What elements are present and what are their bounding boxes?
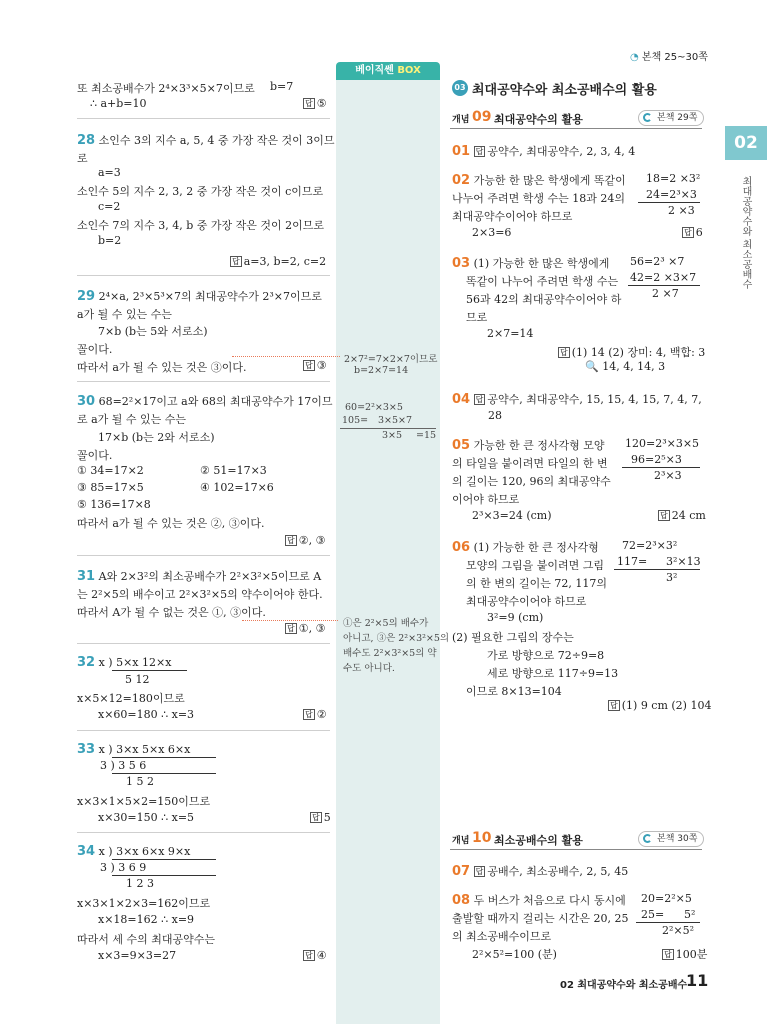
q08-calc: 20=2²×5	[641, 892, 692, 905]
q02-calc: 2 ×3	[668, 204, 695, 217]
q06-line: 최대공약수이어야 하므로	[466, 595, 587, 608]
sidebar-note-2e: =15	[416, 430, 437, 441]
q02-line: 최대공약수이어야 하므로	[452, 210, 573, 223]
q05-calc: 96=2⁵×3	[631, 453, 682, 466]
q03-calc: 42=2 ×3×7	[630, 271, 697, 284]
division-bar	[112, 875, 216, 876]
q34-line: x×3=9×3=27	[98, 949, 177, 962]
q08-line: 2²×5²=100 (분)	[472, 948, 557, 961]
q08-calc: 5²	[684, 908, 696, 921]
q06-line: 모양의 그림을 붙이려면 그림	[466, 559, 605, 572]
divider	[77, 118, 330, 119]
question-31: 31 A와 2×3²의 최소공배수가 2²×3²×5이므로 A	[77, 569, 322, 584]
q03-line: 56과 42의 최대공약수이어야 하	[466, 293, 622, 306]
q30-line: 17×b (b는 2와 서로소)	[98, 431, 215, 444]
intro-line: 또 최소공배수가 2⁴×3³×5×7이므로	[77, 82, 255, 95]
q08-calc: 25=	[641, 908, 665, 921]
q03-line: 똑같이 나누어 주려면 학생 수는	[466, 275, 619, 288]
concept-ref-badge: 본책 30쪽	[638, 831, 704, 847]
sidebar-tab-box-label: BOX	[397, 65, 421, 76]
q31-line: 는 2²×5의 배수이고 2²×3²×5의 약수이어야 한다.	[77, 588, 323, 601]
q06-line: (2) 필요한 그림의 장수는	[452, 631, 574, 644]
answer: 답 24 cm	[660, 509, 706, 522]
divider	[77, 275, 330, 276]
sidebar-note-1b: b=2×7=14	[354, 365, 409, 376]
footer-label: 02 최대공약수와 최소공배수	[560, 980, 688, 991]
q08-line: 출발할 때까지 걸리는 시간은 20, 25	[452, 912, 629, 925]
calc-rule	[622, 467, 700, 468]
q32-line: x×60=180 ∴ x=3	[98, 708, 195, 721]
question-01: 01 답 공약수, 최대공약수, 2, 3, 4, 4	[452, 144, 636, 159]
q02-line: 나누어 주려면 학생 수는 18과 24의	[452, 192, 625, 205]
q34-line: 1 2 3	[126, 877, 154, 890]
q06-calc: 117=	[617, 555, 648, 568]
concept-title: 최대공약수의 활용	[494, 113, 583, 126]
question-32: 32 x ) 5×x 12×x	[77, 655, 172, 670]
question-28: 28 소인수 3의 지수 a, 5, 4 중 가장 작은 것이 3이므	[77, 133, 335, 148]
sidebar-note-2d: 3×5	[382, 430, 403, 441]
answer: 답 (1) 9 cm (2) 104	[610, 699, 712, 712]
page-number: 11	[686, 971, 709, 990]
q05-line: 의 길이는 120, 96의 최대공약수	[452, 475, 611, 488]
q03-calc: 2 ×7	[652, 287, 679, 300]
concept-title: 최소공배수의 활용	[494, 834, 583, 847]
section-number-badge: 03	[452, 80, 468, 96]
q33-line: 3 ) 3 5 6	[100, 759, 147, 772]
sidebar-note-3b: 아니고, ③은 2²×3²×5의	[343, 633, 450, 644]
sidebar-note-3d: 수도 아니다.	[343, 663, 395, 674]
q08-line: 의 최소공배수이므로	[452, 930, 552, 943]
calc-rule	[614, 569, 700, 570]
q33-line: x×3×1×5×2=150이므로	[77, 795, 211, 808]
calc-rule	[628, 285, 700, 286]
answer: 답 100분	[664, 948, 708, 961]
q31-line: 따라서 A가 될 수 없는 것은 ①, ③이다.	[77, 606, 266, 619]
answer: 답 ④	[305, 949, 327, 962]
q30-option: ③ 85=17×5	[77, 481, 144, 494]
sidebar-note-2c: 3×5×7	[378, 415, 413, 426]
q29-line: a가 될 수 있는 수는	[77, 308, 172, 321]
q29-line: 따라서 a가 될 수 있는 것은 ③이다.	[77, 361, 247, 374]
divider	[77, 832, 330, 833]
answer: 답 (1) 14 (2) 장미: 4, 백합: 3	[560, 346, 706, 359]
answer: 답 ③	[305, 359, 327, 372]
q06-line: 3²=9 (cm)	[487, 611, 544, 624]
sidebar-note-3c: 배수도 2²×3²×5의 약	[343, 648, 437, 659]
intro-result: ∴ a+b=10	[90, 97, 147, 110]
q03-line: 2×7=14	[487, 327, 534, 340]
calc-rule	[636, 922, 700, 923]
question-03: 03 (1) 가능한 한 많은 학생에게	[452, 256, 610, 271]
question-05: 05 가능한 한 큰 정사각형 모양	[452, 438, 605, 453]
q30-option: ⑤ 136=17×8	[77, 498, 151, 511]
division-bar	[112, 757, 216, 758]
q06-line: 가로 방향으로 72÷9=8	[487, 649, 605, 662]
q33-line: 1 5 2	[126, 775, 154, 788]
question-30: 30 68=2²×17이고 a와 68의 최대공약수가 17이므	[77, 394, 333, 409]
q03-calc: 56=2³ ×7	[630, 255, 685, 268]
sidebar-box	[336, 66, 440, 1024]
question-06: 06 (1) 가능한 한 큰 정사각형	[452, 540, 599, 555]
q02-calc: 24=2³×3	[646, 188, 697, 201]
q29-line: 꼴이다.	[77, 343, 113, 356]
q30-option: ④ 102=17×6	[200, 481, 274, 494]
question-02: 02 가능한 한 많은 학생에게 똑같이	[452, 173, 626, 188]
q06-line: 의 한 변의 길이는 72, 117의	[466, 577, 607, 590]
sidebar-note-3a: ①은 2²×5의 배수가	[343, 618, 429, 629]
divider	[77, 643, 330, 644]
answer: 답 5	[312, 811, 331, 824]
q30-option: ② 51=17×3	[200, 464, 267, 477]
q02-line: 2×3=6	[472, 226, 512, 239]
q30-line: 꼴이다.	[77, 449, 113, 462]
q05-line: 의 타일을 붙이려면 타일의 한 변	[452, 457, 608, 470]
refresh-icon	[643, 834, 652, 843]
answer: 답 ②	[305, 708, 327, 721]
question-33: 33 x ) 3×x 5×x 6×x	[77, 742, 191, 757]
magnifier-icon: 🔍	[585, 360, 599, 373]
divider	[340, 428, 436, 429]
q04-line: 28	[488, 409, 502, 422]
question-07: 07 답 공배수, 최소공배수, 2, 5, 45	[452, 864, 629, 879]
concept-number: 09	[472, 109, 492, 125]
page-ref: ◔ 본책 25~30쪽	[630, 52, 708, 63]
q06-line: 이므로 8×13=104	[466, 685, 562, 698]
concept-number: 10	[472, 830, 492, 846]
q03-line: 므로	[466, 311, 488, 324]
section-title: 최대공약수와 최소공배수의 활용	[472, 83, 657, 98]
sidebar-note-2a: 60=2²×3×5	[345, 402, 403, 413]
question-34: 34 x ) 3×x 6×x 9×x	[77, 844, 191, 859]
answer: 답 6	[684, 226, 703, 239]
sidebar-tab	[336, 62, 440, 80]
q34-line: 따라서 세 수의 최대공약수는	[77, 933, 216, 946]
q05-line: 이어야 하므로	[452, 493, 520, 506]
answer: 답 ⑤	[305, 97, 327, 110]
question-04: 04 답 공약수, 최대공약수, 15, 15, 4, 15, 7, 4, 7,	[452, 392, 702, 407]
q33-line: x×30=150 ∴ x=5	[98, 811, 195, 824]
divider	[77, 381, 330, 382]
intro-line-b: b=7	[270, 80, 294, 93]
q34-line: x×18=162 ∴ x=9	[98, 913, 195, 926]
question-08: 08 두 버스가 처음으로 다시 동시에	[452, 893, 626, 908]
q08-calc: 2²×5²	[662, 924, 695, 937]
q05-calc: 120=2³×3×5	[625, 437, 700, 450]
q02-calc: 18=2 ×3²	[646, 172, 701, 185]
answer: 답 ②, ③	[287, 534, 326, 547]
calc-rule	[638, 202, 700, 203]
divider	[450, 128, 702, 129]
q06-calc: 72=2³×3²	[622, 539, 678, 552]
division-bar	[112, 670, 187, 671]
q28-line: 소인수 7의 지수 3, 4, b 중 가장 작은 것이 2이므로	[77, 219, 325, 232]
q30-line: 로 a가 될 수 있는 수는	[77, 413, 187, 426]
refresh-icon	[643, 113, 652, 122]
q05-line: 2³×3=24 (cm)	[472, 509, 552, 522]
divider	[450, 849, 702, 850]
q32-line: x×5×12=180이므로	[77, 692, 185, 705]
q28-line: b=2	[98, 234, 122, 247]
sidebar-note-1a: 2×7²=7×2×7이므로	[344, 354, 438, 365]
q28-line: c=2	[98, 200, 121, 213]
q32-line: 5 12	[125, 673, 150, 686]
q06-calc: 3²	[666, 571, 678, 584]
concept-ref-badge: 본책 29쪽	[638, 110, 704, 126]
q28-line: a=3	[98, 166, 121, 179]
answer: 답 a=3, b=2, c=2	[232, 255, 327, 268]
q30-line: 따라서 a가 될 수 있는 것은 ②, ③이다.	[77, 517, 265, 530]
q34-line: 3 ) 3 6 9	[100, 861, 147, 874]
divider	[77, 730, 330, 731]
sidebar-tab-label: 베이직쎈	[355, 65, 394, 76]
q30-option: ① 34=17×2	[77, 464, 144, 477]
answer: 답 ①, ③	[287, 622, 326, 635]
q06-line: 세로 방향으로 117÷9=13	[487, 667, 619, 680]
question-29: 29 2⁴×a, 2³×5³×7의 최대공약수가 2³×7이므로	[77, 289, 322, 304]
q29-line: 7×b (b는 5와 서로소)	[98, 325, 208, 338]
chapter-vertical-title: 최대공약수와 최소공배수	[740, 176, 751, 290]
q06-calc: 3²×13	[666, 555, 701, 568]
division-bar	[112, 773, 216, 774]
division-bar	[112, 859, 216, 860]
concept-label: 개념	[452, 836, 470, 846]
concept-label: 개념	[452, 115, 470, 125]
answer-extra: 🔍 14, 4, 14, 3	[585, 360, 666, 373]
chapter-tab: 02	[725, 126, 767, 160]
leader-line	[232, 356, 340, 357]
q34-line: x×3×1×2×3=162이므로	[77, 897, 211, 910]
divider	[77, 555, 330, 556]
sidebar-note-2b: 105=	[342, 415, 369, 426]
leader-line	[242, 620, 338, 621]
q05-calc: 2³×3	[654, 469, 682, 482]
q28-line: 소인수 5의 지수 2, 3, 2 중 가장 작은 것이 c이므로	[77, 185, 324, 198]
q28-line: 로	[77, 152, 88, 165]
